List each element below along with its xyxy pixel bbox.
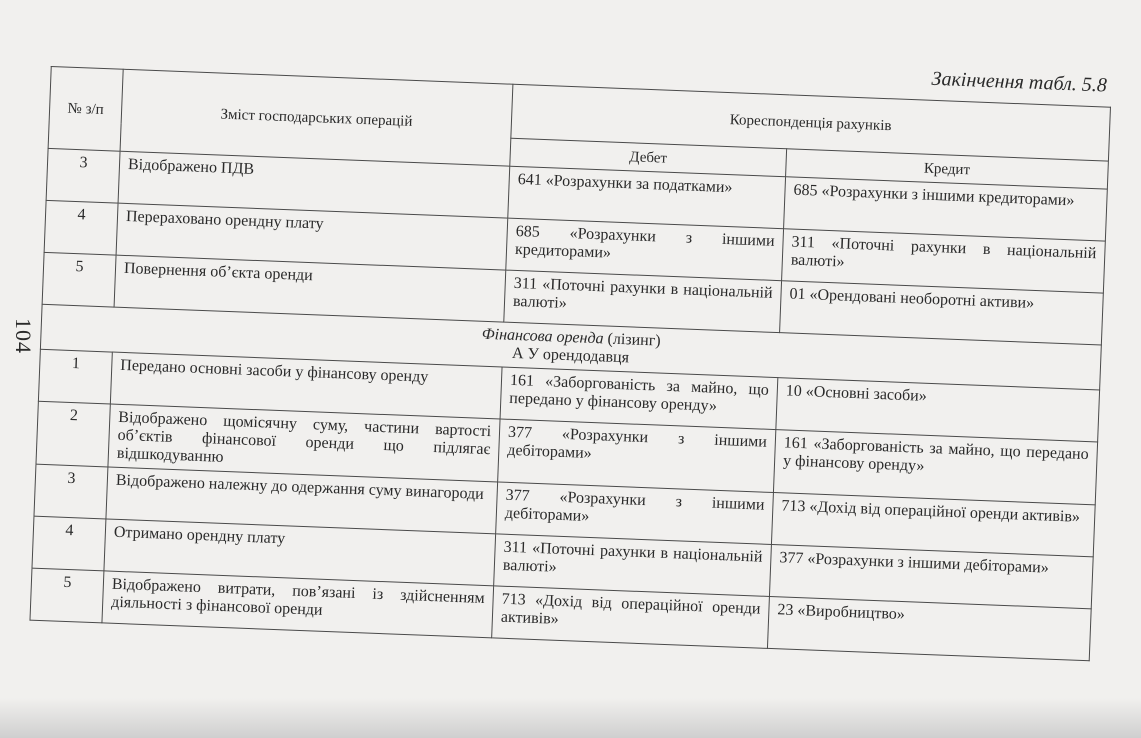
row-debit: 311 «Поточні рахунки в національній валюті» <box>504 270 782 333</box>
header-content: Зміст господарських операцій <box>120 69 513 166</box>
document-page <box>29 34 1111 661</box>
row-credit: 10 «Основні засоби» <box>776 378 1100 442</box>
row-content: Відображено ПДВ <box>118 151 510 218</box>
row-num: 4 <box>32 516 106 571</box>
section-title-paren: (лізинг) <box>607 330 661 350</box>
section-title: Фінансова оренда <box>481 325 604 348</box>
scan-shadow <box>0 698 1141 738</box>
row-debit: 161 «Заборгованість за майно, що передано у фінансову оренду» <box>500 367 778 430</box>
row-content: Відображено витрати, пов’язані із здійсненням діяльності з фінансової оренди <box>102 571 494 638</box>
header-num: № з/п <box>48 66 123 151</box>
row-credit: 685 «Розрахунки з іншими кредиторами» <box>784 177 1108 241</box>
row-credit: 377 «Розрахунки з іншими дебіторами» <box>769 544 1093 608</box>
row-credit: 713 «Дохід від операційної оренди активів» <box>771 493 1095 557</box>
row-debit: 311 «Поточні рахунки в національній валюті» <box>494 534 772 597</box>
row-num: 5 <box>30 568 104 623</box>
row-debit: 641 «Розрахунки за податками» <box>508 166 786 229</box>
row-num: 3 <box>46 148 120 203</box>
row-debit: 377 «Розрахунки з іншими дебіторами» <box>498 419 776 493</box>
header-credit: Кредит <box>786 149 1109 189</box>
row-num: 2 <box>36 401 110 467</box>
row-content: Відображено щомісячну суму, частини вартості об’єктів фінансової оренди що підлягає відшкодуванню <box>108 404 500 482</box>
table-caption: Закінчення табл. 5.8 <box>931 67 1108 97</box>
row-num: 3 <box>34 464 108 519</box>
accounting-table <box>29 66 1111 661</box>
row-num: 5 <box>42 252 116 307</box>
row-content: Отримано орендну плату <box>104 519 496 586</box>
row-num: 1 <box>38 349 112 404</box>
section-subtitle: А У орендодавця <box>511 344 630 367</box>
row-debit: 713 «Дохід від операційної оренди активів» <box>492 586 770 649</box>
row-content: Перераховано орендну плату <box>116 203 508 270</box>
row-credit: 161 «Заборгованість за майно, що передано у фінансову оренду» <box>773 430 1097 505</box>
header-correspondence: Кореспонденція рахунків <box>511 84 1111 161</box>
row-content: Передано основні засоби у фінансову оренду <box>110 352 502 419</box>
header-debit: Дебет <box>510 138 787 177</box>
row-credit: 311 «Поточні рахунки в національній валюті» <box>782 229 1106 293</box>
row-debit: 685 «Розрахунки з іншими кредиторами» <box>506 218 784 281</box>
row-credit: 23 «Виробництво» <box>767 596 1091 660</box>
row-debit: 377 «Розрахунки з іншими дебіторами» <box>496 482 774 545</box>
page-number: 104 <box>11 318 36 354</box>
row-content: Повернення об’єкта оренди <box>114 255 506 322</box>
row-content: Відображено належну до одержання суму винагороди <box>106 467 498 534</box>
row-num: 4 <box>44 200 118 255</box>
row-credit: 01 «Орендовані необоротні активи» <box>780 281 1104 345</box>
